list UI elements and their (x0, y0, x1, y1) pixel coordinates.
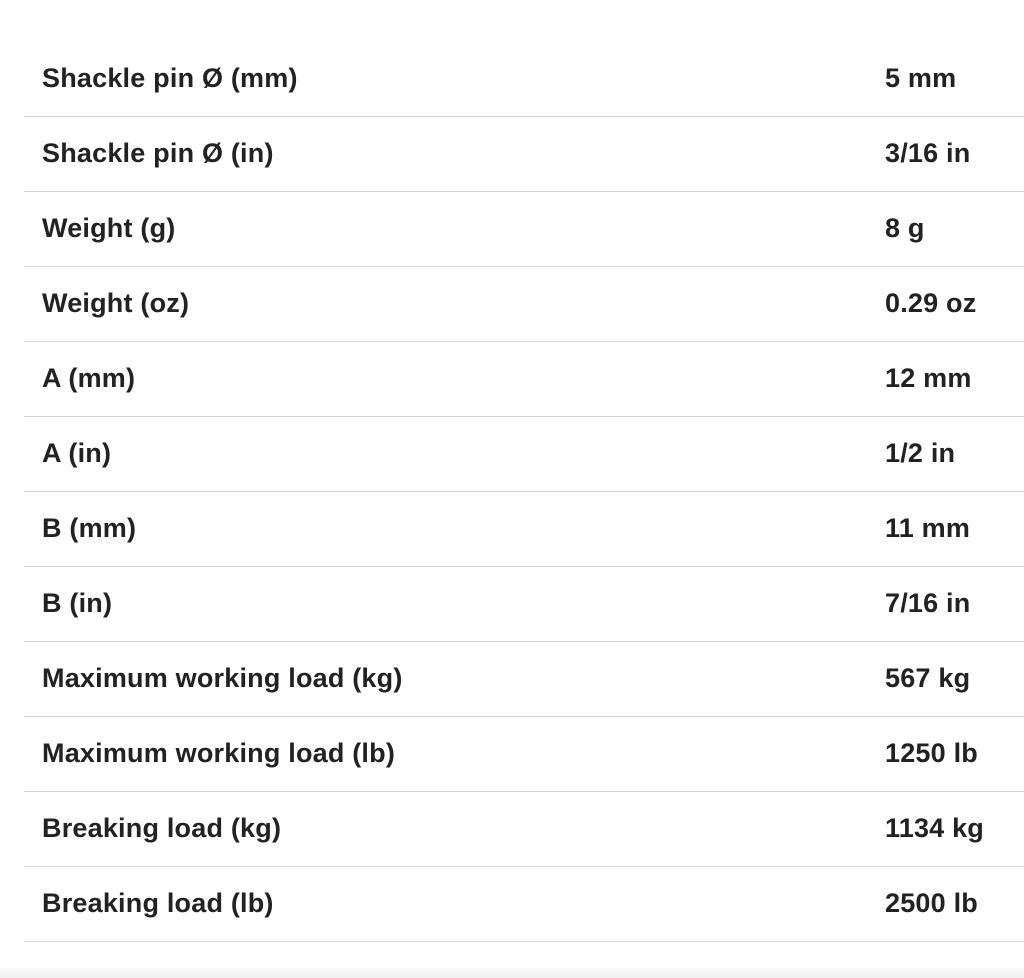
spec-label: A (in) (42, 438, 112, 468)
spec-value: 12 mm (885, 363, 972, 393)
spec-label: B (mm) (42, 513, 137, 543)
spec-value: 1134 kg (885, 813, 984, 843)
spec-row-weight-g (24, 191, 1024, 266)
spec-row-b-in (24, 566, 1024, 641)
specifications-table-body (24, 41, 1024, 941)
spec-value: 11 mm (885, 513, 971, 543)
spec-value: 1250 lb (885, 738, 978, 768)
spec-row-a-in (24, 416, 1024, 491)
spec-label: Maximum working load (kg) (42, 663, 403, 693)
spec-label: Shackle pin Ø (mm) (42, 62, 298, 93)
spec-label: Breaking load (kg) (42, 813, 282, 843)
spec-row-a-mm (24, 341, 1024, 416)
spec-row-breaking-load-lb (24, 866, 1024, 941)
spec-value: 5 mm (885, 62, 957, 93)
spec-label: Weight (g) (42, 213, 176, 243)
spec-value: 2500 lb (885, 888, 978, 918)
spec-label: Shackle pin Ø (in) (42, 138, 274, 168)
specifications-table (24, 41, 1024, 942)
spec-label: A (mm) (42, 363, 136, 393)
spec-value: 3/16 in (885, 138, 971, 168)
spec-value: 8 g (885, 213, 925, 243)
spec-value: 567 kg (885, 663, 971, 693)
spec-label: Breaking load (lb) (42, 888, 274, 918)
spec-value: 0.29 oz (885, 288, 977, 318)
spec-value: 1/2 in (885, 438, 956, 468)
spec-row-max-working-load-kg (24, 641, 1024, 716)
spec-row-weight-oz (24, 266, 1024, 341)
spec-row-shackle-pin-in (24, 116, 1024, 191)
spec-row-breaking-load-kg (24, 791, 1024, 866)
spec-label: Weight (oz) (42, 288, 190, 318)
spec-row-max-working-load-lb (24, 716, 1024, 791)
spec-label: Maximum working load (lb) (42, 738, 396, 768)
spec-value: 7/16 in (885, 588, 971, 618)
spec-label: B (in) (42, 588, 113, 618)
spec-row-b-mm (24, 491, 1024, 566)
bottom-shadow-divider (0, 966, 1024, 978)
spec-row-shackle-pin-mm (24, 41, 1024, 116)
